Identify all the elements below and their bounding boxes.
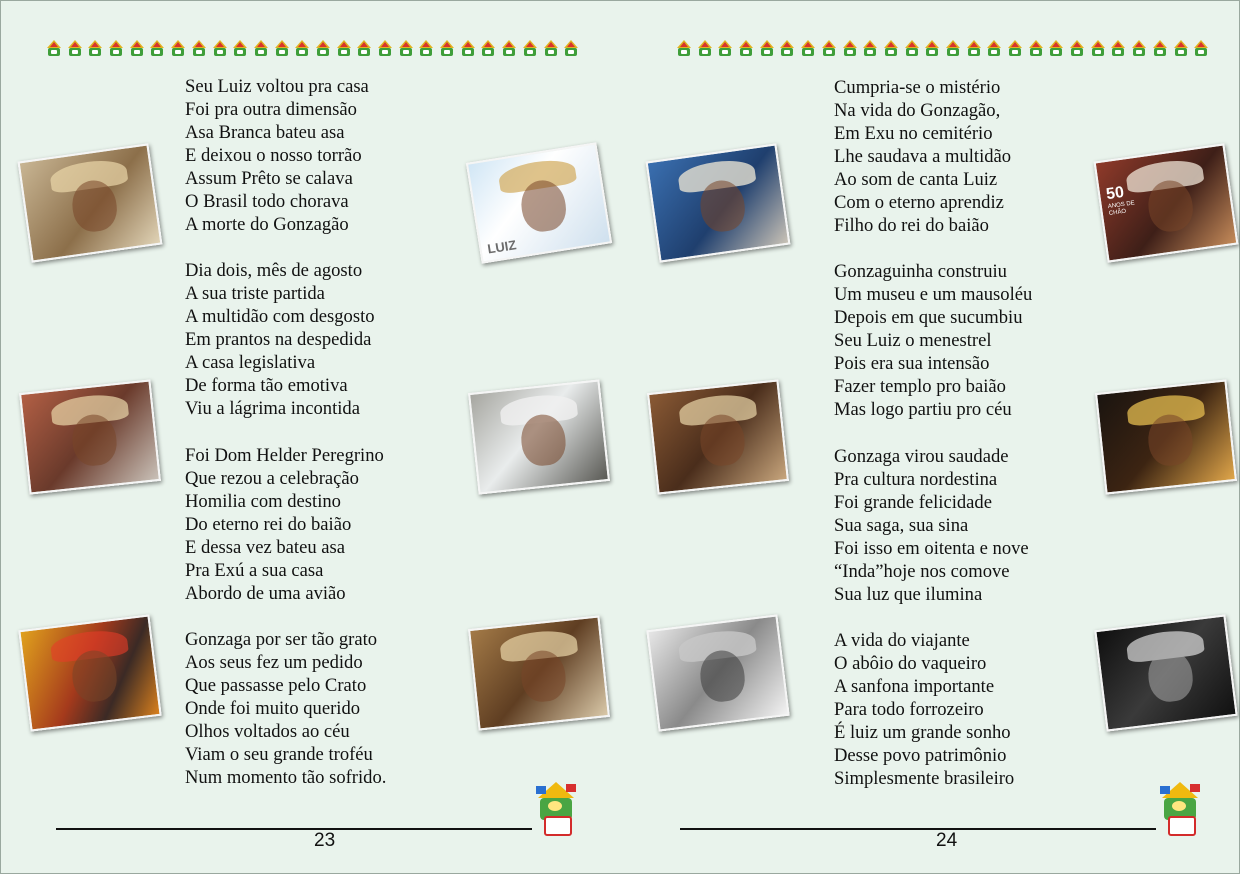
verse-line: Foi isso em oitenta e nove	[834, 538, 1029, 559]
verse-line: O Brasil todo chorava	[185, 191, 349, 212]
verse-line: Em prantos na despedida	[185, 329, 372, 350]
festa-junina-house-icon	[272, 38, 293, 60]
verse-line: A sanfona importante	[834, 676, 995, 697]
festa-junina-house-icon	[695, 38, 716, 60]
festa-junina-house-icon	[375, 38, 396, 60]
festa-junina-house-icon	[437, 38, 458, 60]
verse-line: Para todo forrozeiro	[834, 699, 984, 720]
festa-junina-house-icon	[1191, 38, 1212, 60]
festa-junina-house-icon	[85, 38, 106, 60]
verse-line: Em Exu no cemitério	[834, 123, 993, 144]
festa-junina-house-icon	[313, 38, 334, 60]
festa-junina-house-icon	[189, 38, 210, 60]
verse-line: Simplesmente brasileiro	[834, 768, 1015, 789]
verse-line: O abôio do vaqueiro	[834, 653, 987, 674]
festa-junina-house-icon	[210, 38, 231, 60]
stanza-4	[185, 628, 386, 789]
festa-junina-house-icon	[499, 38, 520, 60]
header-ornament-row	[674, 38, 1212, 60]
festa-junina-house-icon	[354, 38, 375, 60]
verse-line: Foi grande felicidade	[834, 492, 992, 513]
verse-line: Assum Prêto se calava	[185, 168, 353, 189]
verse-line: E deixou o nosso torrão	[185, 145, 362, 166]
verse-line: Asa Branca bateu asa	[185, 122, 345, 143]
festa-junina-house-icon	[561, 38, 582, 60]
verse-line: A morte do Gonzagão	[185, 214, 349, 235]
verse-line: Gonzaga virou saudade	[834, 446, 1009, 467]
festa-junina-house-icon	[106, 38, 127, 60]
festa-junina-house-icon	[147, 38, 168, 60]
verse-line: De forma tão emotiva	[185, 375, 348, 396]
verse-line: Na vida do Gonzagão,	[834, 100, 1001, 121]
verse-line: Ao som de canta Luiz	[834, 169, 998, 190]
verse-line: Viam o seu grande troféu	[185, 744, 373, 765]
festa-junina-house-icon	[44, 38, 65, 60]
photo-laughing-hat	[647, 379, 789, 494]
verse-line: Fazer templo pro baião	[834, 376, 1006, 397]
festa-junina-house-icon	[984, 38, 1005, 60]
verse-line: Desse povo patrimônio	[834, 745, 1007, 766]
right-page	[620, 0, 1240, 874]
festa-junina-house-icon	[230, 38, 251, 60]
photo-stage	[468, 379, 610, 494]
photo-luiz-poster	[466, 142, 612, 263]
stamp-subtitle: ANOS DE CHÃO	[1107, 200, 1136, 218]
festa-junina-house-icon	[736, 38, 757, 60]
festa-junina-house-icon	[396, 38, 417, 60]
festa-junina-house-icon	[458, 38, 479, 60]
festa-junina-house-icon	[1067, 38, 1088, 60]
verse-line: Gonzaguinha construiu	[834, 261, 1007, 282]
festa-junina-house-icon	[715, 38, 736, 60]
festa-junina-house-icon	[860, 38, 881, 60]
verse-line: Com o eterno aprendiz	[834, 192, 1004, 213]
festa-junina-house-icon	[541, 38, 562, 60]
festa-junina-house-icon	[943, 38, 964, 60]
festa-junina-house-icon	[1005, 38, 1026, 60]
festa-junina-house-icon	[819, 38, 840, 60]
verse-line: Seu Luiz voltou pra casa	[185, 76, 369, 97]
festa-junina-house-icon	[251, 38, 272, 60]
verse-line: Um museu e um mausoléu	[834, 284, 1033, 305]
verse-line: A casa legislativa	[185, 352, 316, 373]
verse-line: Foi pra outra dimensão	[185, 99, 357, 120]
luiz-caption: LUIZ	[486, 237, 518, 257]
festa-junina-house-icon	[757, 38, 778, 60]
verse-line: Filho do rei do baião	[834, 215, 989, 236]
verse-line: Sua saga, sua sina	[834, 515, 969, 536]
photo-portrait-smile	[19, 379, 161, 494]
verse-line: É luiz um grande sonho	[834, 722, 1011, 743]
verse-line: Que rezou a celebração	[185, 468, 359, 489]
photo-stamp-50	[1094, 143, 1239, 262]
verse-line: A sua triste partida	[185, 283, 325, 304]
photo-couple	[18, 143, 163, 262]
verse-line: Que passasse pelo Crato	[185, 675, 367, 696]
festa-junina-house-icon	[902, 38, 923, 60]
festa-junina-house-icon	[840, 38, 861, 60]
verse-line: Dia dois, mês de agosto	[185, 260, 363, 281]
verse-line: Pois era sua intensão	[834, 353, 990, 374]
verse-line: Depois em que sucumbiu	[834, 307, 1023, 328]
verse-line: Viu a lágrima incontida	[185, 398, 360, 419]
festa-junina-logo-icon	[532, 780, 580, 836]
festa-junina-house-icon	[1088, 38, 1109, 60]
festa-junina-house-icon	[292, 38, 313, 60]
festa-junina-house-icon	[65, 38, 86, 60]
footer-rule	[680, 828, 1156, 830]
festa-junina-house-icon	[777, 38, 798, 60]
stanza-1	[185, 75, 369, 236]
festa-junina-house-icon	[1046, 38, 1067, 60]
stamp-number: 50	[1105, 183, 1126, 204]
festa-junina-house-icon	[798, 38, 819, 60]
footer-rule	[56, 828, 532, 830]
verse-line: Aos seus fez um pedido	[185, 652, 363, 673]
festa-junina-house-icon	[881, 38, 902, 60]
photo-bw-accordion	[1094, 614, 1237, 731]
verse-line: Onde foi muito querido	[185, 698, 361, 719]
verse-line: Lhe saudava a multidão	[834, 146, 1012, 167]
photo-painting	[18, 614, 161, 731]
festa-junina-house-icon	[334, 38, 355, 60]
festa-junina-house-icon	[1171, 38, 1192, 60]
page-number: 23	[314, 830, 336, 851]
photo-bw-sombrero	[646, 614, 789, 731]
photo-laughing-blue	[646, 143, 791, 262]
verse-line: A multidão com desgosto	[185, 306, 375, 327]
festa-junina-house-icon	[1129, 38, 1150, 60]
verse-line: E dessa vez bateu asa	[185, 537, 346, 558]
verse-line: Pra Exú a sua casa	[185, 560, 324, 581]
stanza-2	[834, 260, 1032, 421]
verse-line: Num momento tão sofrido.	[185, 767, 387, 788]
verse-line: Pra cultura nordestina	[834, 469, 998, 490]
verse-line: Foi Dom Helder Peregrino	[185, 445, 384, 466]
festa-junina-logo-icon	[1156, 780, 1204, 836]
verse-line: “Inda”hoje nos comove	[834, 561, 1010, 582]
festa-junina-house-icon	[1150, 38, 1171, 60]
verse-line: Sua luz que ilumina	[834, 584, 983, 605]
stanza-1	[834, 76, 1011, 237]
festa-junina-house-icon	[674, 38, 695, 60]
festa-junina-house-icon	[922, 38, 943, 60]
verse-line: Gonzaga por ser tão grato	[185, 629, 378, 650]
verse-line: Homilia com destino	[185, 491, 341, 512]
festa-junina-house-icon	[127, 38, 148, 60]
verse-line: Olhos voltados ao céu	[185, 721, 350, 742]
stanza-3	[185, 444, 384, 605]
stanza-3	[834, 445, 1029, 606]
photo-stage-performance	[1095, 379, 1237, 494]
photo-leather-hat	[468, 615, 610, 730]
festa-junina-house-icon	[168, 38, 189, 60]
stanza-2	[185, 259, 375, 420]
stanza-4	[834, 629, 1014, 790]
festa-junina-house-icon	[520, 38, 541, 60]
festa-junina-house-icon	[478, 38, 499, 60]
verse-line: A vida do viajante	[834, 630, 970, 651]
festa-junina-house-icon	[1108, 38, 1129, 60]
verse-line: Seu Luiz o menestrel	[834, 330, 992, 351]
festa-junina-house-icon	[1026, 38, 1047, 60]
verse-line: Cumpria-se o mistério	[834, 77, 1001, 98]
verse-line: Abordo de uma avião	[185, 583, 346, 604]
festa-junina-house-icon	[964, 38, 985, 60]
header-ornament-row	[44, 38, 582, 60]
page-number: 24	[936, 830, 958, 851]
verse-line: Mas logo partiu pro céu	[834, 399, 1012, 420]
verse-line: Do eterno rei do baião	[185, 514, 352, 535]
festa-junina-house-icon	[416, 38, 437, 60]
